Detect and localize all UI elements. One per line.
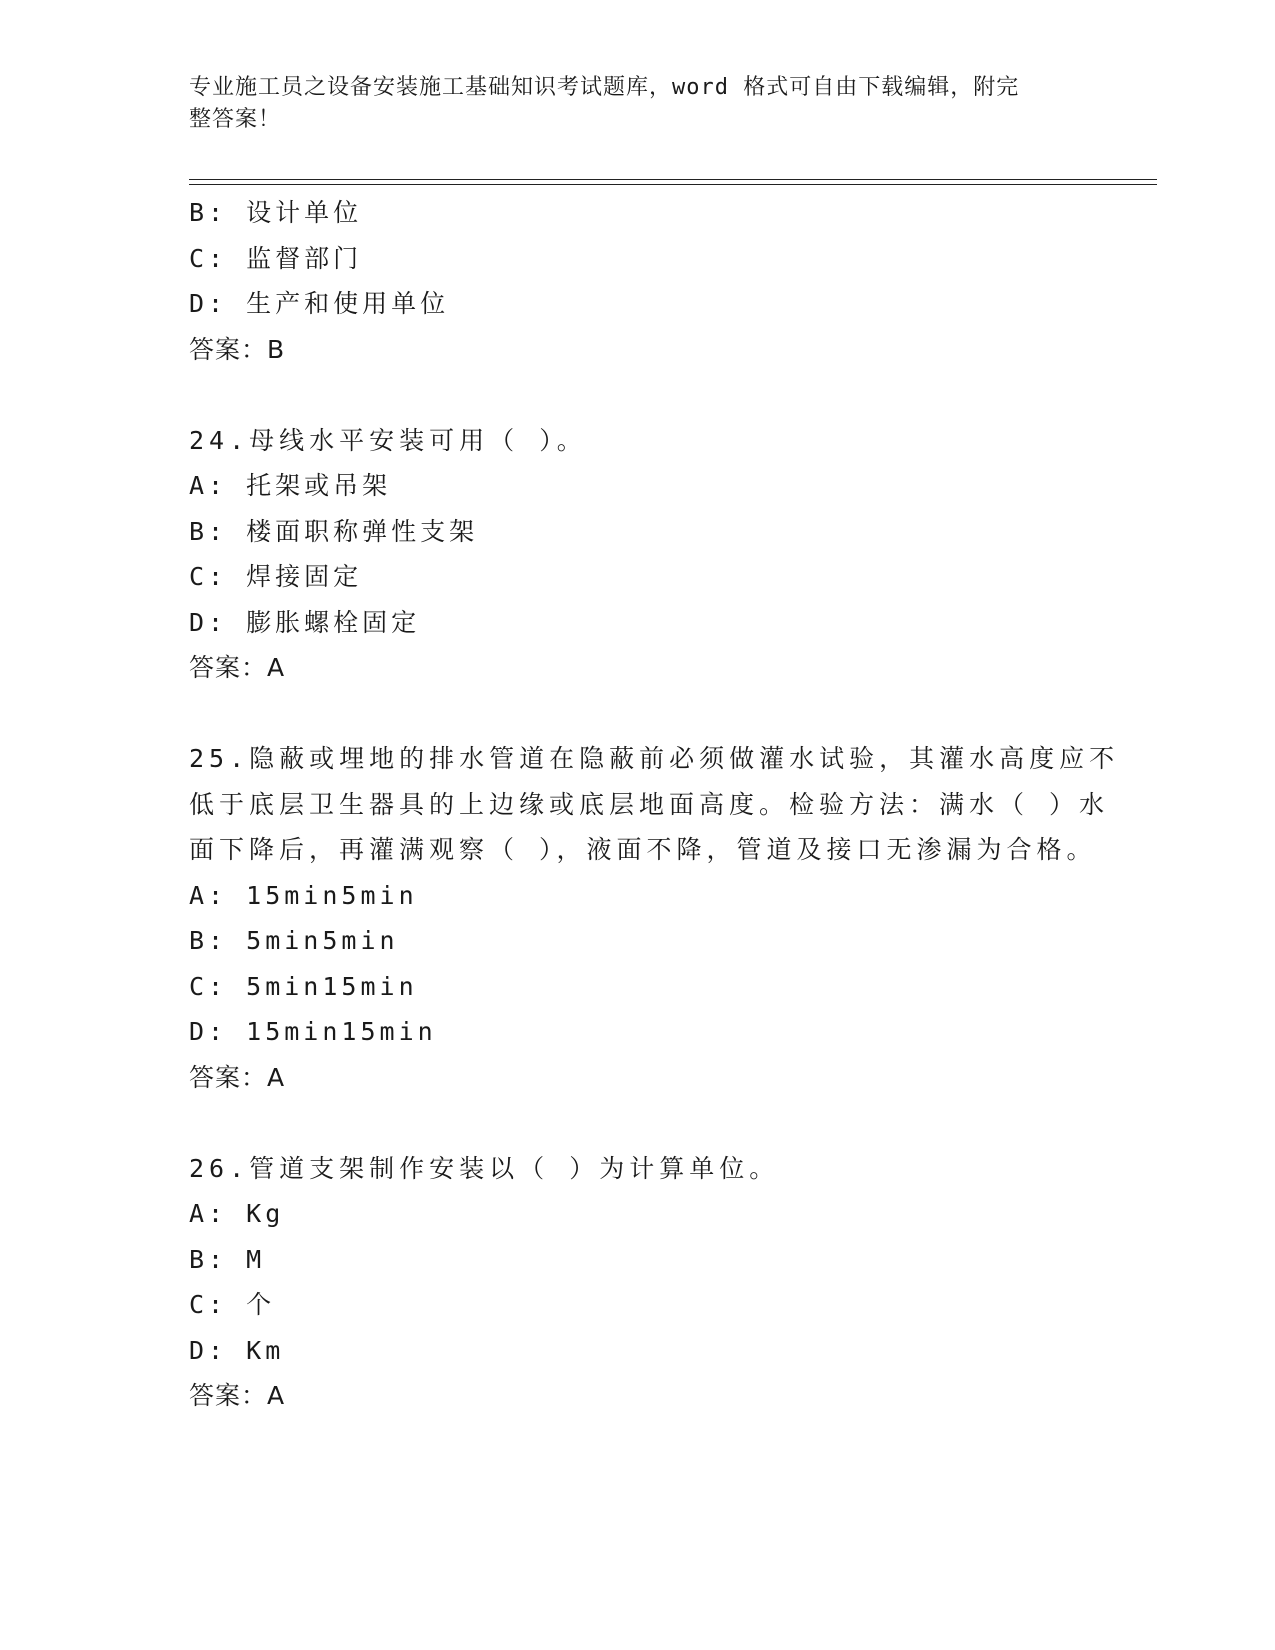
question-stem [189, 736, 1120, 873]
question-stem [189, 1146, 1089, 1192]
option-d: D: 膨胀螺栓固定 [189, 607, 421, 637]
question-25 [189, 736, 1120, 1100]
answer: 答案：A [189, 1062, 286, 1092]
option-d: D: Km [189, 1335, 285, 1365]
option-b: B: M [189, 1244, 266, 1274]
question-list [189, 190, 1120, 1419]
option-d: D: 15min15min [189, 1017, 437, 1046]
option-a: A: 托架或吊架 [189, 471, 392, 500]
spacer [189, 691, 1089, 737]
option-b: B: 设计单位 [189, 198, 363, 227]
question-stem-line: 26.管道支架制作安装以（ ）为计算单位。 [189, 1153, 780, 1183]
header-line-1: 专业施工员之设备安装施工基础知识考试题库，word 格式可自由下载编辑，附完 [189, 75, 1020, 100]
header-divider-top [189, 179, 1157, 180]
spacer [189, 1100, 1089, 1146]
answer: 答案：A [189, 653, 286, 682]
question-stem-line: 面下降后，再灌满观察（ ），液面不降，管道及接口无渗漏为合格。 [189, 835, 1097, 864]
option-a: A: Kg [189, 1199, 285, 1228]
option-b: B: 楼面职称弹性支架 [189, 516, 479, 546]
spacer [189, 372, 1089, 418]
question-stem-line: 低于底层卫生器具的上边缘或底层地面高度。检验方法：满水（ ）水 [189, 789, 1110, 819]
document-header [189, 72, 1089, 136]
question-stem-line: 25.隐蔽或埋地的排水管道在隐蔽前必须做灌水试验，其灌水高度应不 [189, 744, 1120, 773]
answer: 答案：B [189, 334, 286, 364]
option-a: A: 15min5min [189, 880, 418, 910]
answer: 答案：A [189, 1381, 286, 1410]
option-d: D: 生产和使用单位 [189, 289, 450, 318]
option-c: C: 监督部门 [189, 243, 363, 273]
question-23-continued [189, 190, 1089, 372]
header-divider-bottom [189, 184, 1157, 185]
option-c: C: 焊接固定 [189, 562, 363, 591]
option-c: C: 5min15min [189, 971, 418, 1001]
option-c: C: 个 [189, 1290, 276, 1319]
option-b: B: 5min5min [189, 926, 399, 955]
header-line-2: 整答案！ [189, 107, 282, 132]
question-24 [189, 418, 1089, 691]
question-26 [189, 1146, 1089, 1419]
question-stem [189, 418, 1089, 464]
question-stem-line: 24.母线水平安装可用（ ）。 [189, 425, 587, 455]
